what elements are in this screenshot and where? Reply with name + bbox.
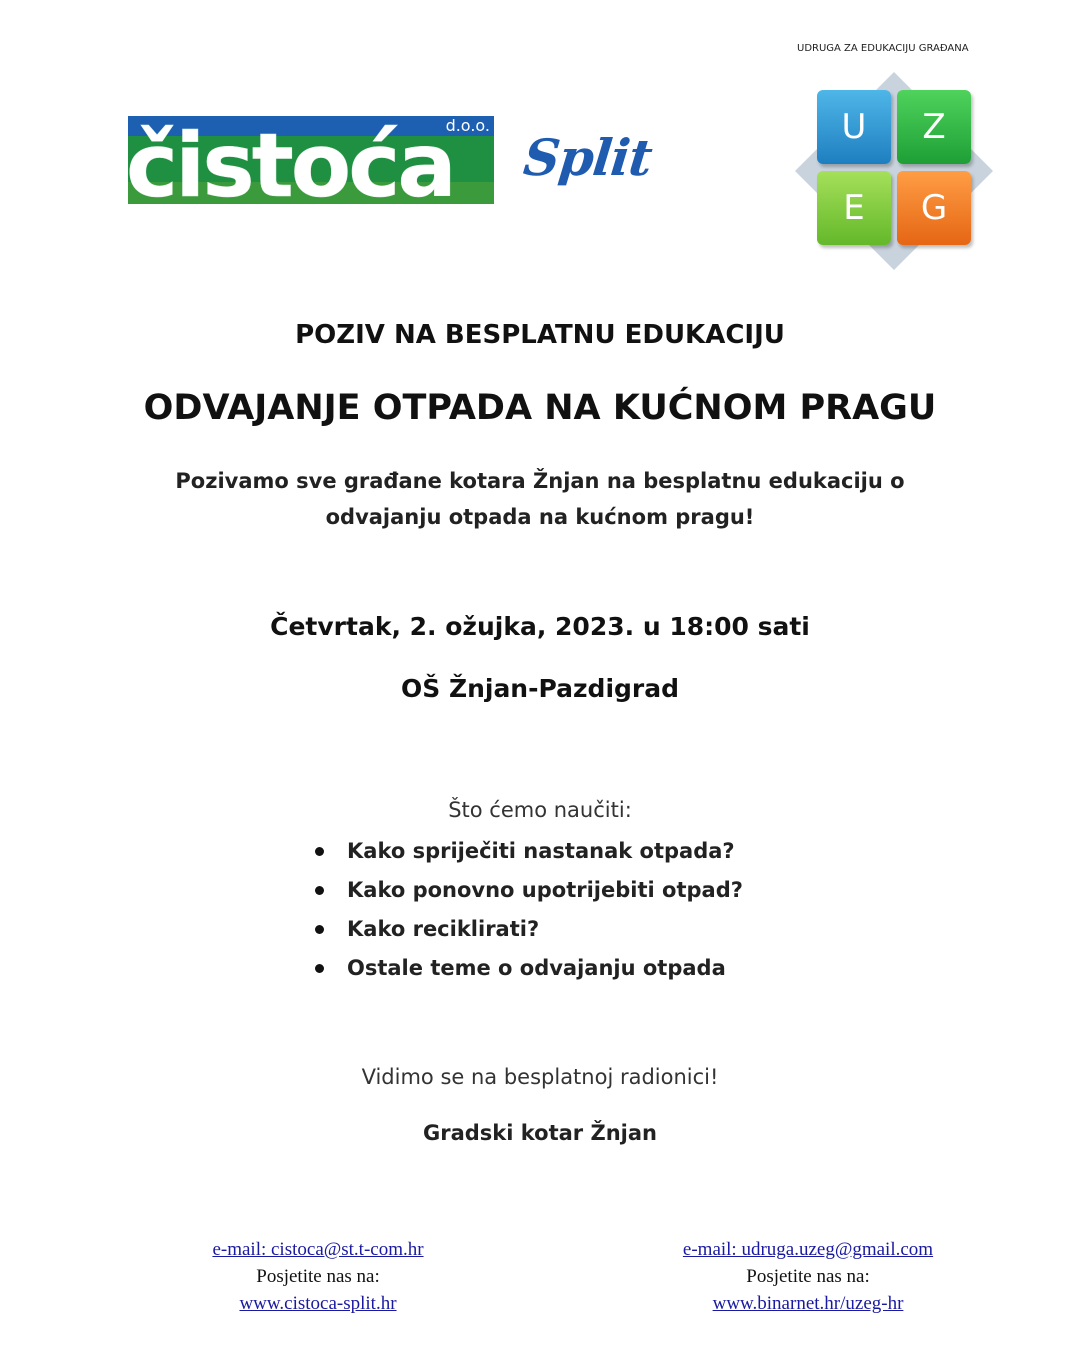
list-item	[300, 871, 743, 910]
list-item-text: Ostale teme o odvajanju otpada	[347, 956, 726, 980]
cistoca-suffix: d.o.o.	[445, 116, 490, 135]
website-link-cistoca[interactable]: www.cistoca-split.hr	[239, 1293, 397, 1314]
bullet-icon	[315, 964, 324, 973]
intro-text: Pozivamo sve građane kotara Žnjan na besplatnu edukaciju o odvajanju otpada na kućnom pragu!	[175, 469, 905, 529]
list-item	[300, 910, 743, 949]
cistoca-wordmark: čistoća	[126, 114, 454, 217]
cistoca-logo	[126, 114, 494, 217]
list-item	[300, 949, 743, 988]
uzeg-tile-u: U	[817, 90, 891, 164]
contact-uzeg	[628, 1236, 988, 1317]
event-datetime: Četvrtak, 2. ožujka, 2023. u 18:00 sati	[270, 612, 810, 641]
split-wordmark: Split	[520, 128, 655, 187]
learn-title: Što ćemo naučiti:	[448, 798, 632, 822]
invite-heading: POZIV NA BESPLATNU EDUKACIJU	[295, 320, 785, 350]
uzeg-tile-g: G	[897, 171, 971, 245]
closing-text: Vidimo se na besplatnoj radionici!	[361, 1065, 719, 1089]
list-item	[300, 832, 743, 871]
list-item-text: Kako ponovno upotrijebiti otpad?	[347, 878, 743, 902]
contact-cistoca	[168, 1236, 468, 1317]
main-heading: ODVAJANJE OTPADA NA KUĆNOM PRAGU	[143, 388, 937, 428]
event-location: OŠ Žnjan-Pazdigrad	[400, 674, 680, 703]
uzeg-tile-e: E	[817, 171, 891, 245]
bullet-icon	[315, 886, 324, 895]
list-item-text: Kako spriječiti nastanak otpada?	[347, 839, 735, 863]
email-link-uzeg[interactable]: e-mail: udruga.uzeg@gmail.com	[682, 1239, 934, 1260]
visit-label: Posjetite nas na:	[256, 1266, 380, 1287]
list-item-text: Kako reciklirati?	[347, 917, 540, 941]
uzeg-caption: UDRUGA ZA EDUKACIJU GRAĐANA	[797, 43, 969, 54]
uzeg-tile-z: Z	[897, 90, 971, 164]
bullet-icon	[315, 847, 324, 856]
visit-label: Posjetite nas na:	[746, 1266, 870, 1287]
bullet-icon	[315, 925, 324, 934]
email-link-cistoca[interactable]: e-mail: cistoca@st.t-com.hr	[212, 1239, 424, 1260]
uzeg-logo	[797, 74, 991, 268]
website-link-uzeg[interactable]: www.binarnet.hr/uzeg-hr	[712, 1293, 904, 1314]
learn-list	[300, 832, 743, 988]
signature: Gradski kotar Žnjan	[423, 1121, 657, 1145]
